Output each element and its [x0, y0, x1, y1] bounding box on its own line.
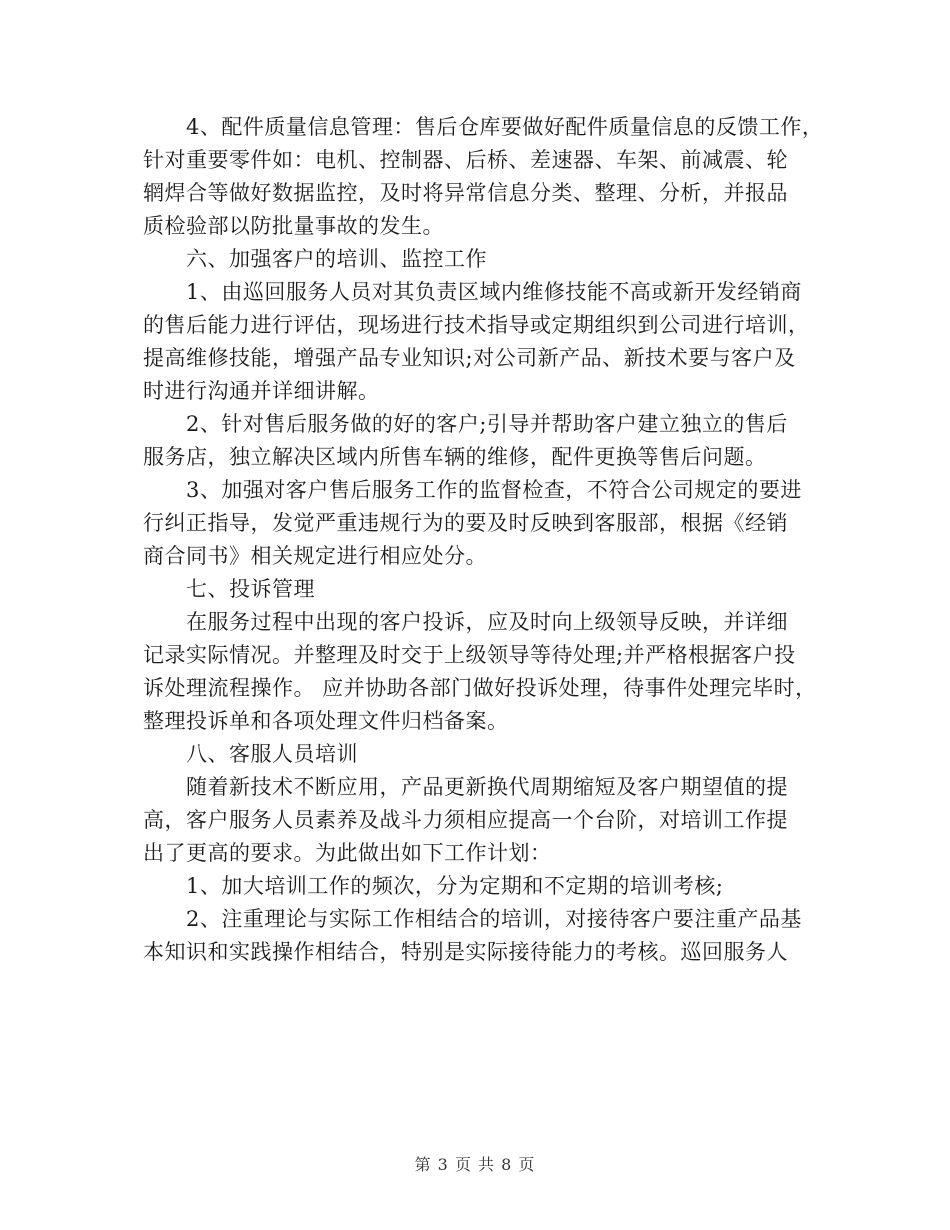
text-line: 七、投诉管理 [143, 577, 315, 601]
section-heading [143, 243, 815, 276]
text-line: 质检验部以防批量事故的发生。 [143, 214, 444, 238]
text-line: 八、客服人员培训 [143, 742, 358, 766]
paragraph [143, 111, 824, 243]
text-line: 整理投诉单和各项处理文件归档备案。 [143, 709, 509, 733]
text-line: 商合同书》相关规定进行相应处分。 [143, 544, 487, 568]
text-line: 记录实际情况。并整理及时交于上级领导等待处理;并严格根据客户投 [143, 643, 796, 667]
text-line: 1、由巡回服务人员对其负责区域内维修技能不高或新开发经销商 [143, 280, 802, 304]
paragraph [143, 606, 815, 738]
text-line: 服务店，独立解决区域内所售车辆的维修，配件更换等售后问题。 [143, 445, 767, 469]
text-line: 六、加强客户的培训、监控工作 [143, 247, 487, 271]
paragraph [143, 276, 815, 408]
text-line: 辋焊合等做好数据监控，及时将异常信息分类、整理、分析，并报品 [143, 181, 788, 205]
paragraph [143, 870, 815, 903]
section-heading [143, 573, 815, 606]
text-line: 3、加强对客户售后服务工作的监督检查，不符合公司规定的要进 [143, 478, 802, 502]
text-line: 2、针对售后服务做的好的客户;引导并帮助客户建立独立的售后 [143, 412, 788, 436]
text-line: 在服务过程中出现的客户投诉，应及时向上级领导反映，并详细 [143, 610, 788, 634]
text-line: 的售后能力进行评估，现场进行技术指导或定期组织到公司进行培训， [143, 313, 810, 337]
paragraph [143, 771, 815, 870]
text-line: 1、加大培训工作的频次，分为定期和不定期的培训考核; [143, 874, 724, 898]
paragraph [143, 903, 815, 969]
document-body [143, 111, 824, 969]
text-line: 随着新技术不断应用，产品更新换代周期缩短及客户期望值的提 [143, 775, 788, 799]
text-line: 高，客户服务人员素养及战斗力须相应提高一个台阶，对培训工作提 [143, 808, 788, 832]
text-line: 诉处理流程操作。 应并协助各部门做好投诉处理，待事件处理完毕时， [143, 676, 817, 700]
section-heading [143, 738, 815, 771]
paragraph [143, 474, 815, 573]
text-line: 2、注重理论与实际工作相结合的培训，对接待客户要注重产品基 [143, 907, 802, 931]
text-line: 4、配件质量信息管理：售后仓库要做好配件质量信息的反馈工作， [143, 115, 824, 139]
text-line: 针对重要零件如：电机、控制器、后桥、差速器、车架、前减震、轮 [143, 148, 788, 172]
text-line: 本知识和实践操作相结合，特别是实际接待能力的考核。巡回服务人 [143, 940, 788, 964]
page-number-footer: 第 3 页 共 8 页 [414, 1155, 536, 1174]
paragraph [143, 408, 815, 474]
text-line: 行纠正指导，发觉严重违规行为的要及时反映到客服部，根据《经销 [143, 511, 788, 535]
text-line: 提高维修技能，增强产品专业知识;对公司新产品、新技术要与客户及 [143, 346, 796, 370]
text-line: 时进行沟通并详细讲解。 [143, 379, 380, 403]
text-line: 出了更高的要求。为此做出如下工作计划： [143, 841, 552, 865]
